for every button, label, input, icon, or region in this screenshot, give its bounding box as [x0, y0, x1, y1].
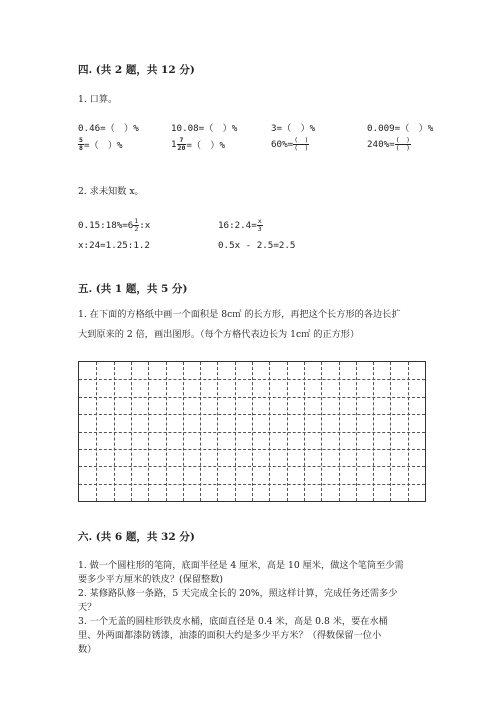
equation-1: 0.15:18%=6 $\frac{1}{2}$ :x: [78, 217, 151, 233]
question-text-line: 2. 某修路队修一条路，5 天完成全长的 20%，照这样计算，完成任务还需多少: [78, 588, 398, 599]
grid-line-horizontal: [79, 466, 425, 467]
grid-line-horizontal: [79, 379, 425, 380]
section-4-heading: 四. (共 2 题，共 12 分): [78, 64, 195, 76]
square-grid: [78, 361, 426, 502]
calc-item-5: $\frac{5}{8}$ =（ ）%: [79, 136, 123, 152]
question-text-line: 数）: [78, 644, 97, 655]
calc-item-7: 60%= $\frac{( )}{( )}$: [271, 136, 309, 152]
calc-item-2: 10.08=（ ）%: [171, 123, 238, 134]
question-text-line: 天？: [78, 602, 97, 613]
fraction: $\frac{x}{3}$: [257, 217, 262, 233]
grid-line-horizontal: [79, 414, 425, 415]
fraction: $\frac{( )}{( )}$: [395, 136, 410, 152]
fraction: $\frac{( )}{( )}$: [294, 136, 309, 152]
calc-item-8: 240%= $\frac{( )}{( )}$: [367, 136, 410, 152]
section-5-heading: 五. (共 1 题，共 5 分): [78, 283, 188, 295]
question-2-title: 2. 求未知数 x。: [78, 186, 144, 197]
grid-line-horizontal: [79, 432, 425, 433]
grid-line-horizontal: [79, 397, 425, 398]
question-text-line: 1. 做一个圆柱形的笔筒，底面半径是 4 厘米，高是 10 厘米，做这个笔筒至少需: [78, 560, 404, 571]
calc-item-4: 0.009=（ ）%: [367, 123, 434, 134]
fraction: $\frac{5}{8}$: [79, 136, 83, 152]
equation-3: x:24=1.25:1.2: [78, 240, 150, 251]
section-6-heading: 六. (共 6 题，共 32 分): [78, 531, 195, 543]
question-text-line: 1. 在下面的方格纸中画一个面积是 8c㎡ 的长方形，再把这个长方形的各边长扩: [78, 309, 401, 320]
fraction: $\frac{7}{20}$: [177, 136, 186, 152]
grid-line-horizontal: [79, 484, 425, 485]
question-text-line: 里、外两面都漆防锈漆，油漆的面积大约是多少平方米？（得数保留一位小: [78, 630, 382, 641]
grid-line-horizontal: [79, 449, 425, 450]
calc-item-3: 3=（ ）%: [271, 123, 316, 134]
question-1-title: 1. 口算。: [78, 94, 118, 105]
question-text-line: 要多少平方厘米的铁皮？(保留整数): [78, 574, 223, 585]
calc-item-1: 0.46=（ ）%: [78, 123, 139, 134]
question-text-line: 大到原来的 2 倍，画出图形。（每个方格代表边长为 1c㎡ 的正方形）: [78, 329, 360, 340]
calc-item-6: 1 $\frac{7}{20}$ =（ ）%: [171, 136, 226, 152]
equation-4: 0.5x - 2.5=2.5: [218, 240, 296, 251]
fraction: $\frac{1}{2}$: [134, 217, 139, 233]
equation-2: 16:2.4= $\frac{x}{3}$: [218, 217, 262, 233]
question-text-line: 3. 一个无盖的圆柱形铁皮水桶，底面直径是 0.4 米，高是 0.8 米，要在水桶: [78, 616, 388, 627]
